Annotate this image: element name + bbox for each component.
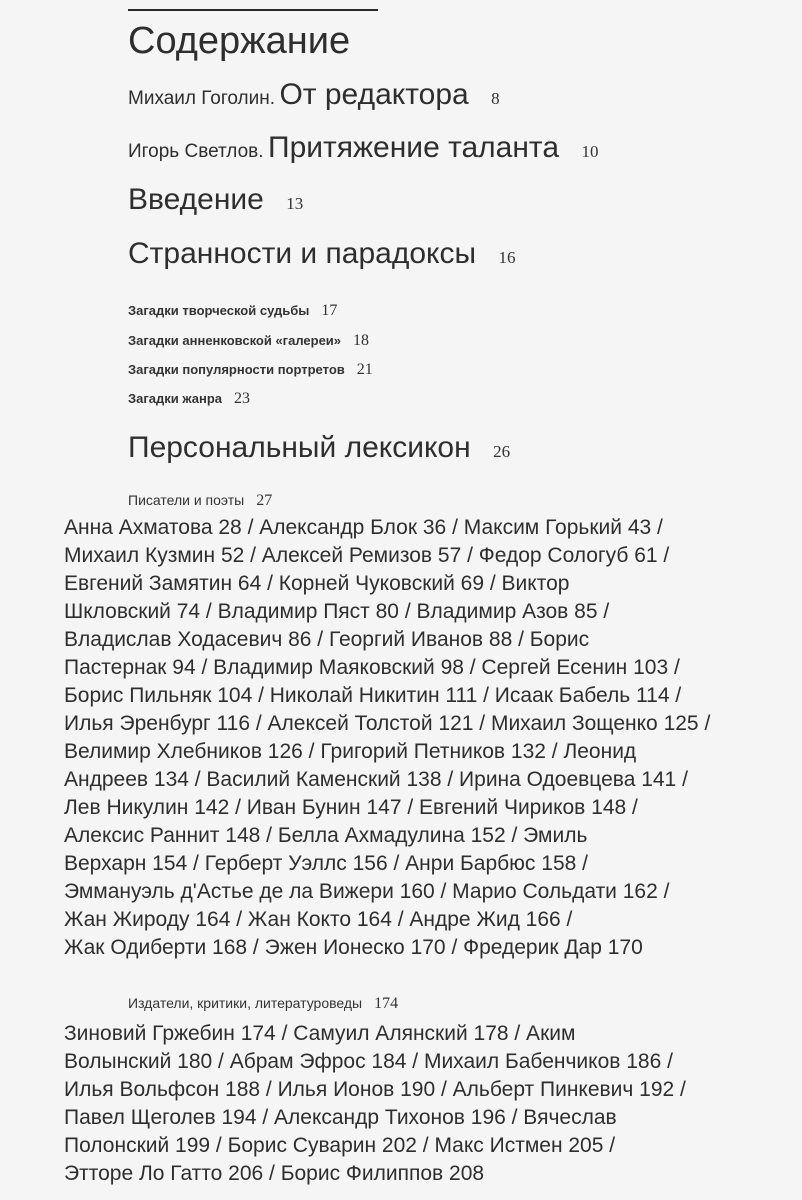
- sub-entry-page: 17: [321, 302, 338, 319]
- name-line: Велимир Хлебников 126 / Григорий Петников 132 / Леонид: [64, 740, 637, 763]
- section-heading-page: 174: [374, 995, 399, 1012]
- name-line: Полонский 199 / Борис Суварин 202 / Макс Истмен 205 /: [64, 1134, 616, 1157]
- page-title: Содержание: [128, 20, 351, 62]
- section-heading-label: Писатели и поэты: [128, 492, 245, 508]
- name-line: Андреев 134 / Василий Каменский 138 / Ирина Одоевцева 141 /: [64, 768, 688, 791]
- entry-author: Михаил Гоголин.: [128, 88, 275, 109]
- toc-entry-lexicon[interactable]: [128, 431, 510, 465]
- entry-title: Персональный лексикон: [128, 431, 471, 464]
- entry-page: 8: [491, 89, 500, 108]
- sub-entry-page: 18: [353, 332, 370, 349]
- entry-title: Введение: [128, 183, 264, 216]
- entry-title: Притяжение таланта: [268, 131, 560, 164]
- sub-entry-title: Загадки жанра: [128, 391, 223, 406]
- sub-entry-title: Загадки популярности портретов: [128, 362, 345, 377]
- name-line: Этторе Ло Гатто 206 / Борис Филиппов 208: [64, 1162, 485, 1185]
- name-line: Волынский 180 / Абрам Эфрос 184 / Михаил Бабенчиков 186 /: [64, 1050, 673, 1073]
- name-line: Жак Одиберти 168 / Эжен Ионеско 170 / Фредерик Дар 170: [64, 936, 643, 959]
- name-line: Павел Щеголев 194 / Александр Тихонов 196 / Вячеслав: [64, 1106, 617, 1129]
- name-line: Лев Никулин 142 / Иван Бунин 147 / Евгений Чириков 148 /: [64, 796, 638, 819]
- sub-entry-title: Загадки творческой судьбы: [128, 303, 310, 318]
- entry-page: 16: [498, 248, 516, 267]
- name-line: Зиновий Гржебин 174 / Самуил Алянский 178 / Аким: [64, 1022, 576, 1045]
- name-line: Алексис Раннит 148 / Белла Ахмадулина 152 / Эмиль: [64, 824, 588, 847]
- entry-title: Странности и парадоксы: [128, 237, 477, 270]
- name-line: Евгений Замятин 64 / Корней Чуковский 69 / Виктор: [64, 572, 570, 595]
- writers-list: [64, 514, 710, 962]
- sub-entry-page: 23: [234, 390, 251, 407]
- name-line: Верхарн 154 / Герберт Уэллс 156 / Анри Барбюс 158 /: [64, 852, 588, 875]
- top-rule: [128, 9, 378, 11]
- entry-page: 10: [581, 142, 599, 161]
- toc-sub-entry[interactable]: [128, 390, 250, 408]
- toc-sub-entry[interactable]: [128, 302, 337, 320]
- name-line: Михаил Кузмин 52 / Алексей Ремизов 57 / Федор Сологуб 61 /: [64, 544, 670, 567]
- name-line: Илья Эренбург 116 / Алексей Толстой 121 / Михаил Зощенко 125 /: [64, 712, 711, 735]
- name-line: Илья Вольфсон 188 / Илья Ионов 190 / Альберт Пинкевич 192 /: [64, 1078, 686, 1101]
- toc-sub-entry[interactable]: [128, 332, 369, 350]
- sub-entry-title: Загадки анненковской «галереи»: [128, 333, 342, 348]
- toc-entry-paradoxes[interactable]: [128, 237, 516, 271]
- section-heading-publishers[interactable]: [128, 995, 398, 1013]
- sub-entry-page: 21: [356, 361, 373, 378]
- name-line: Пастернак 94 / Владимир Маяковский 98 / Сергей Есенин 103 /: [64, 656, 680, 679]
- entry-page: 26: [493, 442, 511, 461]
- name-line: Эммануэль д'Астье де ла Вижери 160 / Марио Сольдати 162 /: [64, 880, 670, 903]
- name-line: Владислав Ходасевич 86 / Георгий Иванов 88 / Борис: [64, 628, 590, 651]
- section-heading-writers[interactable]: [128, 492, 272, 510]
- name-line: Жан Жироду 164 / Жан Кокто 164 / Андре Жид 166 /: [64, 908, 573, 931]
- entry-page: 13: [286, 194, 304, 213]
- name-line: Борис Пильняк 104 / Николай Никитин 111 / Исаак Бабель 114 /: [64, 684, 682, 707]
- name-line: Шкловский 74 / Владимир Пяст 80 / Владимир Азов 85 /: [64, 600, 610, 623]
- toc-sub-entry[interactable]: [128, 361, 373, 379]
- toc-entry-talent[interactable]: [128, 131, 598, 165]
- section-heading-page: 27: [256, 492, 273, 509]
- toc-entry-intro[interactable]: [128, 183, 303, 217]
- entry-author: Игорь Светлов.: [128, 141, 264, 162]
- section-heading-label: Издатели, критики, литературоведы: [128, 995, 363, 1011]
- name-line: Анна Ахматова 28 / Александр Блок 36 / Максим Горький 43 /: [64, 516, 663, 539]
- entry-title: От редактора: [279, 78, 469, 111]
- publishers-list: [64, 1020, 686, 1188]
- toc-entry-editor[interactable]: [128, 78, 500, 112]
